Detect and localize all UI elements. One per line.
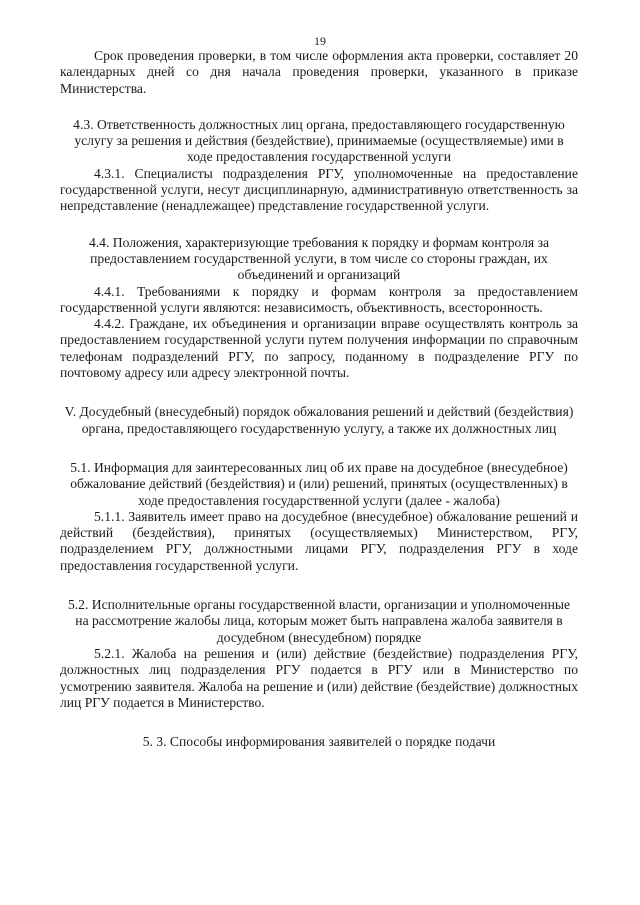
paragraph-5-2-1: 5.2.1. Жалоба на решения и (или) действие (бездействие) подразделения РГУ, должностных лиц подразделения РГУ подается в РГУ или в Министерство по усмотрению заявителя. Жалоба на решение и (или) действие (бездействие) должностных лиц РГУ подается в Министерство. xyxy=(60,645,578,710)
document-body xyxy=(60,48,578,750)
heading-4-4-control-requirements: 4.4. Положения, характеризующие требования к порядку и формам контроля за предоставлением государственной услуги, в том числе со стороны граждан, их объединений и организаций xyxy=(88,234,549,283)
page-number: 19 xyxy=(314,34,326,48)
paragraph-5-1-1: 5.1.1. Заявитель имеет право на досудебное (внесудебное) обжалование решений и действий (бездействия), принятых (осуществляемых) Министерством, РГУ, подразделением РГУ, должностными лицами РГУ, подразделения РГУ в ходе предоставления государственной услуги. xyxy=(60,508,578,573)
paragraph-4-4-2: 4.4.2. Граждане, их объединения и организации вправе осуществлять контроль за предоставлением государственной услуги путем получения информации по справочным телефонам подразделений РГУ, по запросу, поданному в подразделение РГУ по почтовому адресу или адресу электронной почты. xyxy=(60,316,578,381)
heading-5-3-notification-methods: 5. 3. Способы информирования заявителей о порядке подачи xyxy=(142,734,496,750)
heading-4-3-responsibility: 4.3. Ответственность должностных лиц органа, предоставляющего государственную услугу за решения и действия (бездействие), принимаемые (осуществляемые) ими в ходе предоставления государственной услуги xyxy=(73,116,565,165)
heading-5-2-authorities: 5.2. Исполнительные органы государственной власти, организации и уполномоченные на рассмотрение жалобы лица, которым может быть направлена жалоба заявителя в досудебном (внесудебном) порядке xyxy=(67,597,571,645)
heading-section-5-appeal: V. Досудебный (внесудебный) порядок обжалования решений и действий (бездействия) органа, предоставляющего государственную услугу, а также их должностных лиц xyxy=(64,404,574,436)
heading-5-1-information: 5.1. Информация для заинтересованных лиц об их праве на досудебное (внесудебное) обжалование действий (бездействия) и (или) решений, принятых (осуществленных) в ходе предоставления государственной услуги (далее - жалоба) xyxy=(70,459,568,508)
paragraph-inspection-period: Срок проведения проверки, в том числе оформления акта проверки, составляет 20 календарных дней со дня начала проведения проверки, указанного в приказе Министерства. xyxy=(60,48,578,96)
paragraph-4-4-1: 4.4.1. Требованиями к порядку и формам контроля за предоставлением государственной услуги являются: независимость, объективность, всесторонность. xyxy=(60,283,578,315)
paragraph-4-3-1: 4.3.1. Специалисты подразделения РГУ, уполномоченные на предоставление государственной услуги, несут дисциплинарную, административную ответственность за непредставление (ненадлежащее) представление государственной услуги. xyxy=(60,165,578,214)
